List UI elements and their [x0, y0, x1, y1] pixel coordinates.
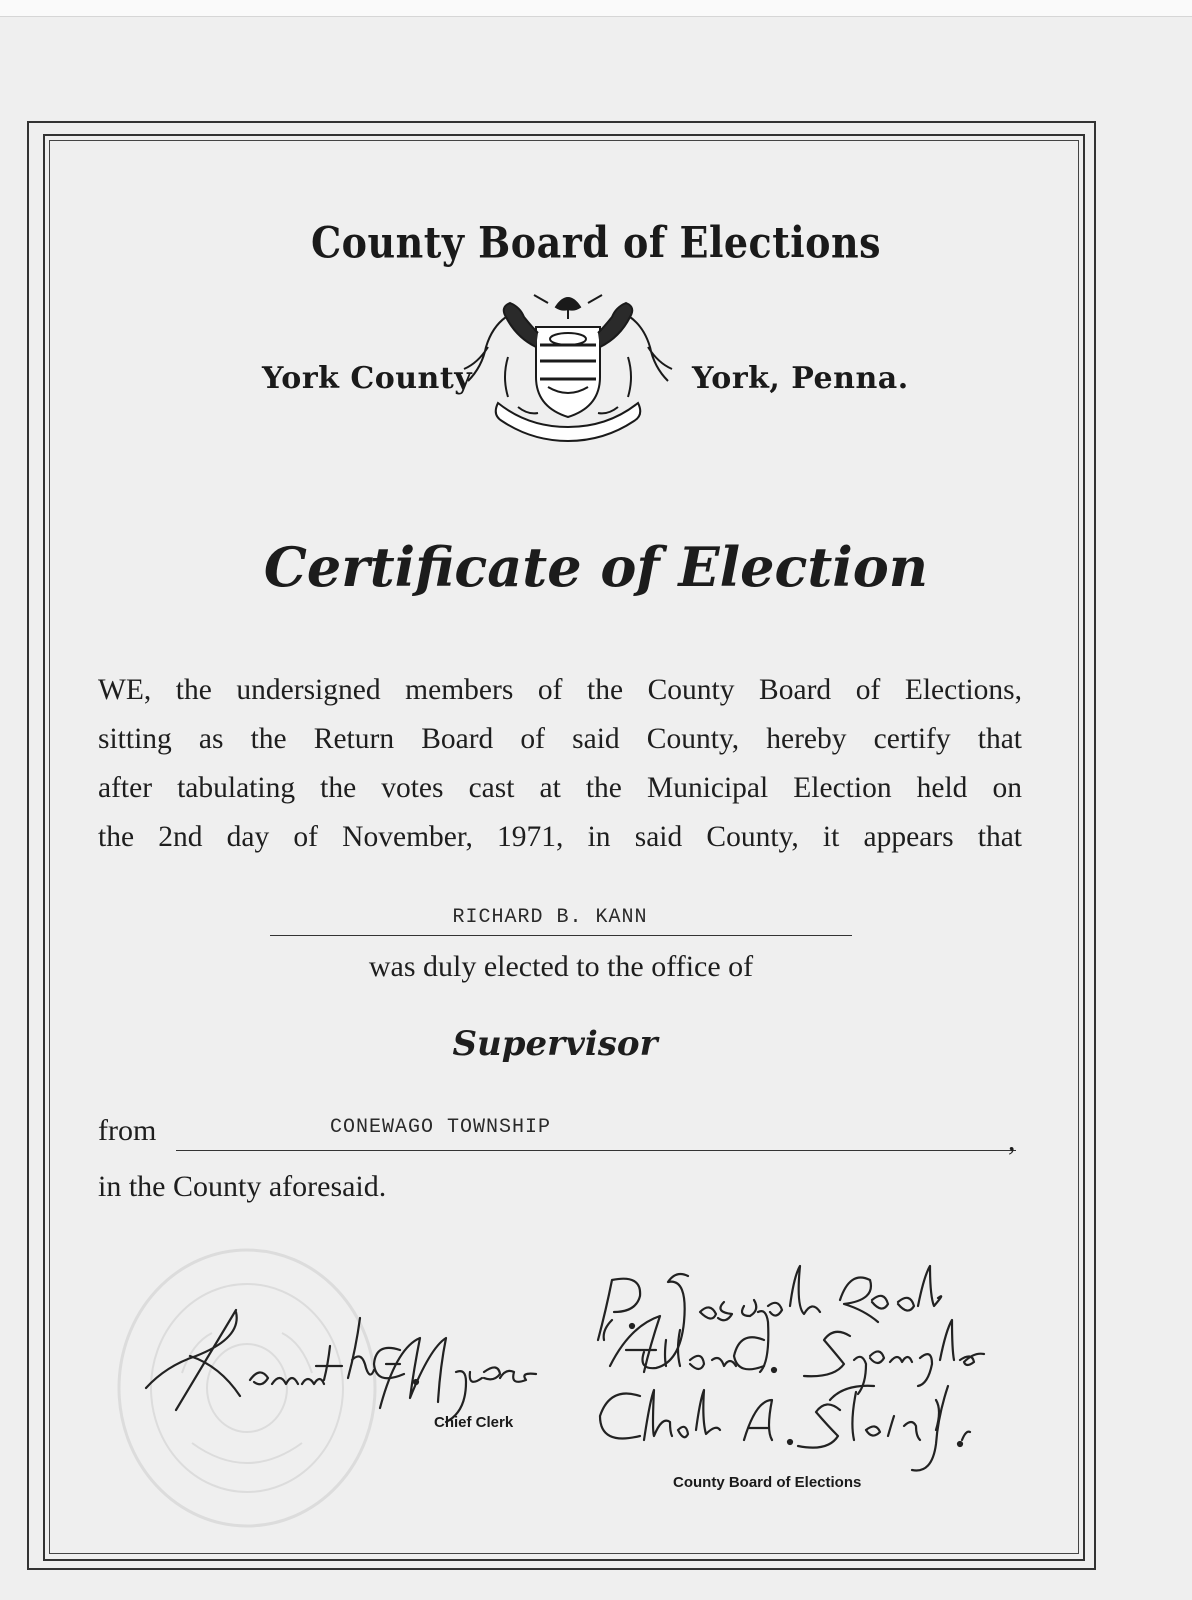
- state-coat-of-arms-icon: [448, 287, 688, 447]
- county-aforesaid: in the County aforesaid.: [98, 1170, 387, 1203]
- paragraph-line: WE, the undersigned members of the County Board of Elections,: [98, 674, 1022, 706]
- chief-clerk-label: Chief Clerk: [434, 1414, 514, 1431]
- office-title: Supervisor: [452, 1024, 658, 1064]
- county-name-left: York County: [262, 361, 473, 396]
- certification-paragraph: [98, 666, 1022, 862]
- elected-name: RICHARD B. KANN: [452, 906, 648, 929]
- county-board-label: County Board of Elections: [673, 1474, 862, 1491]
- paragraph-line: sitting as the Return Board of said County, hereby certify that: [98, 723, 1022, 755]
- from-label: from: [98, 1114, 157, 1147]
- board-title: County Board of Elections: [310, 217, 882, 268]
- paragraph-line: after tabulating the votes cast at the Municipal Election held on: [98, 772, 1022, 804]
- township-name: CONEWAGO TOWNSHIP: [330, 1116, 552, 1139]
- township-underline: [176, 1150, 1016, 1151]
- elected-statement: was duly elected to the office of: [368, 950, 754, 983]
- paragraph-line: the 2nd day of November, 1971, in said County, it appears that: [98, 821, 1022, 853]
- certificate-title: Certificate of Election: [263, 535, 929, 599]
- paper-top-edge: [0, 0, 1192, 17]
- name-underline: [270, 935, 852, 936]
- township-comma: ,: [1008, 1124, 1016, 1157]
- embossed-seal-icon: [112, 1243, 382, 1533]
- county-name-right: York, Penna.: [692, 361, 909, 396]
